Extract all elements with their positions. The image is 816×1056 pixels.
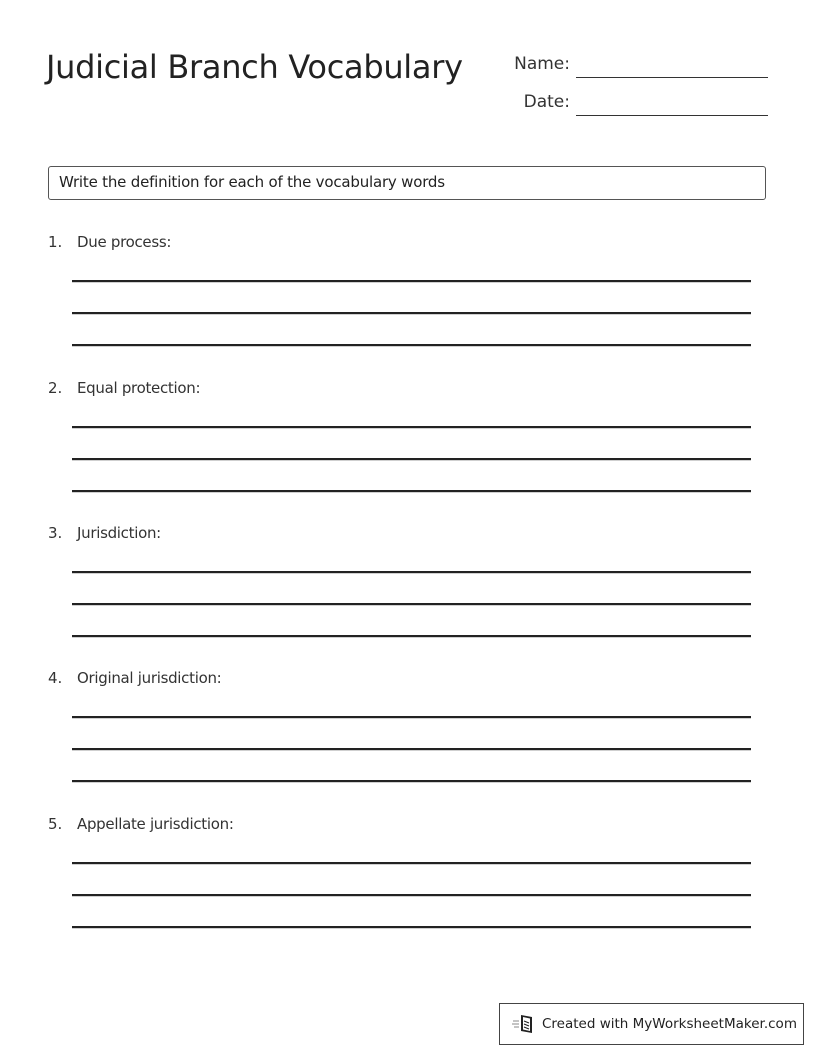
question-term: Original jurisdiction: [77,669,222,687]
instructions-box: Write the definition for each of the vocabulary words [48,166,766,200]
date-field[interactable] [490,86,770,116]
question-term: Jurisdiction: [77,524,161,542]
page-title: Judicial Branch Vocabulary [46,48,463,86]
answer-line[interactable] [72,312,751,315]
answer-line[interactable] [72,603,751,606]
answer-line[interactable] [72,344,751,347]
question-item [48,379,752,499]
answer-line[interactable] [72,458,751,461]
answer-line[interactable] [72,862,751,865]
answer-line[interactable] [72,280,751,283]
question-term: Appellate jurisdiction: [77,815,234,833]
answer-line[interactable] [72,894,751,897]
answer-line[interactable] [72,926,751,929]
name-field[interactable] [490,48,770,78]
question-item [48,524,752,644]
answer-line[interactable] [72,716,751,719]
answer-line[interactable] [72,780,751,783]
footer-text: Created with MyWorksheetMaker.com [542,1016,797,1032]
question-item [48,669,752,789]
name-label: Name: [514,54,570,74]
date-input-line[interactable] [576,115,768,116]
answer-line[interactable] [72,490,751,493]
answer-line[interactable] [72,426,751,429]
question-term: Due process: [77,233,172,251]
question-number: 2. [48,379,63,397]
answer-line[interactable] [72,635,751,638]
footer-badge[interactable] [499,1003,804,1045]
question-item [48,815,752,935]
question-number: 3. [48,524,63,542]
answer-line[interactable] [72,571,751,574]
name-input-line[interactable] [576,77,768,78]
answer-line[interactable] [72,748,751,751]
question-item [48,233,752,353]
question-term: Equal protection: [77,379,201,397]
worksheet-maker-logo-icon [512,1013,536,1035]
date-label: Date: [523,92,570,112]
question-number: 1. [48,233,63,251]
question-number: 5. [48,815,63,833]
question-number: 4. [48,669,63,687]
